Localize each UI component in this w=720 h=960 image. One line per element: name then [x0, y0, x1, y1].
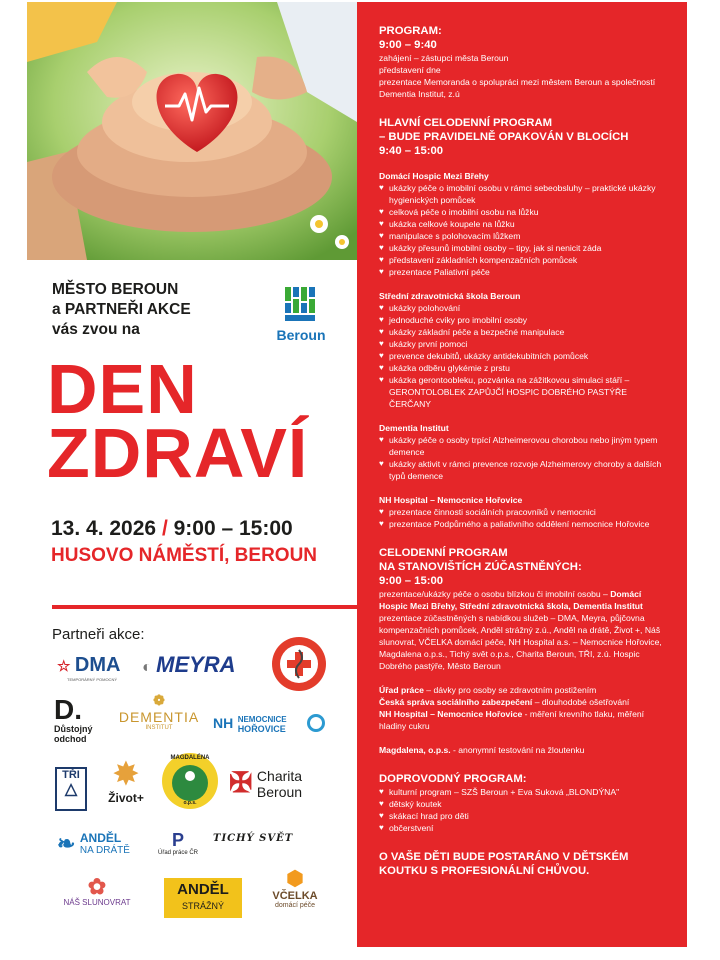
stand-time: 9:00 – 15:00 — [379, 575, 444, 587]
andel-strazny-line-2: STRÁŽNÝ — [181, 901, 224, 911]
magdalena-logo — [161, 752, 219, 810]
vcelka-bee-icon: ⬢ — [286, 868, 304, 890]
zivot-logo-text: Život+ — [108, 791, 144, 805]
event-title-line-2: ZDRAVÍ — [47, 414, 309, 492]
stand-text-b: Domácí Hospic Mezi Břehy, Střední zdravotnická škola, Dementia Institut — [379, 589, 643, 611]
charita-cross-icon: ✠ — [229, 767, 253, 798]
list-item: ♥ ukázky péče o imobilní osobu v rámci sebeobsluhy – praktické ukázky hygienických pomůcek — [379, 182, 669, 206]
nemocnice-line-2: HOŘOVICE — [237, 724, 286, 734]
tri-triangle-icon: △ — [64, 781, 78, 798]
nemocnice-line-1: NEMOCNICE — [237, 715, 287, 724]
andel-line-2: NA DRÁTĚ — [79, 845, 130, 856]
nas-slunovrat-logo — [57, 876, 137, 907]
vcelka-line-1: VČELKA — [272, 890, 318, 902]
dma-logo-subtitle: TEMPORÁRNÝ POMOCNÝ — [67, 677, 118, 682]
list-item: ♥ prezentace Paliativní péče — [379, 266, 669, 278]
program-heading: PROGRAM: — [379, 25, 442, 37]
nh-title: NH Hospital – Nemocnice Hořovice — [379, 495, 523, 505]
main-program-time: 9:40 – 15:00 — [379, 145, 444, 157]
main-program-heading-1: HLAVNÍ CELODENNÍ PROGRAM — [379, 117, 553, 129]
list-item: ♥ ukázka odběru glykémie z prstu — [379, 362, 669, 374]
szs-list — [379, 302, 669, 410]
andel-wing-icon: ❧ — [57, 831, 76, 856]
list-item: ♥ kulturní program – SZŠ Beroun + Eva Suková „BLONDÝNA" — [379, 786, 669, 798]
nemocnice-horovice-logo — [213, 715, 287, 734]
dementia-list — [379, 434, 669, 482]
urad-prace-icon: P — [171, 830, 184, 850]
list-item: ♥ ukázka celkové koupele na lůžku — [379, 218, 669, 230]
dma-logo-text: DMA — [74, 654, 121, 676]
dustojny-line-1: Důstojný — [54, 724, 93, 734]
dustojny-odchod-logo — [54, 696, 93, 744]
szs-beroun-seal — [271, 636, 327, 692]
nh2-text: - měření krevního tlaku, měření hladiny cukru — [379, 709, 645, 731]
list-item: ♥ prevence dekubitů, ukázky antidekubitních pomůcek — [379, 350, 669, 362]
meyra-logo — [142, 652, 236, 678]
urad-bold: Úřad práce — [379, 685, 424, 695]
program-line-1: zahájení – zástupci města Beroun — [379, 53, 509, 63]
charita-line-1: Charita — [256, 768, 303, 784]
zivot-sun-icon: ✸ — [113, 758, 139, 791]
intro-line-2: a PARTNEŘI AKCE — [52, 301, 191, 318]
dementia-institut-logo — [115, 692, 203, 731]
spiral-logo-icon — [307, 714, 325, 732]
event-place: HUSOVO NÁMĚSTÍ, BEROUN — [51, 545, 318, 566]
nh-list — [379, 506, 669, 530]
intro-line-1: MĚSTO BEROUN — [52, 281, 179, 298]
cssz-bold: Česká správa sociálního zabezpečení — [379, 697, 533, 707]
list-item: ♥ ukázky přesunů imobilní osoby – tipy, jak si nenicit záda — [379, 242, 669, 254]
zivot-plus-logo — [104, 759, 148, 805]
list-item: ♥ prezentace Podpůrného a paliativního oddělení nemocnice Hořovice — [379, 518, 669, 530]
list-item: ♥ představení základních kompenzačních pomůcek — [379, 254, 669, 266]
list-item: ♥ celková péče o imobilní osobu na lůžku — [379, 206, 669, 218]
stand-heading-1: CELODENNÍ PROGRAM — [379, 547, 508, 559]
vcelka-logo — [263, 868, 327, 909]
event-title-line-1: DEN — [47, 350, 198, 428]
stand-text-a: prezentace/ukázky péče o osobu blízkou či imobilní osobu – — [379, 589, 611, 599]
list-item: ♥ ukázky polohování — [379, 302, 669, 314]
urad-prace-text: Úřad práce ČR — [157, 850, 198, 856]
list-item: ♥ ukázky první pomoci — [379, 338, 669, 350]
event-date: 13. 4. 2026 — [51, 517, 157, 540]
list-item: ♥ prezentace činnosti sociálních pracovníků v nemocnici — [379, 506, 669, 518]
szs-title: Střední zdravotnická škola Beroun — [379, 291, 521, 301]
list-item: ♥ ukázka gerontoobleku, pozvánka na zážitkovou simulaci stáří – GERONTOLOBLEK ZAPŮJČÍ HOSPIC DOBRÉHO PASTÝŘE ČERČANY — [379, 374, 669, 410]
nh2-line — [379, 708, 669, 732]
tri-logo-text: TŘI — [62, 769, 80, 781]
dementia-logo-subtitle: INSTITUT — [145, 725, 173, 731]
magdalena-line — [379, 744, 669, 756]
intro-text — [52, 280, 191, 340]
beroun-logo-icon — [285, 287, 317, 323]
dustojny-line-2: odchod — [54, 734, 87, 744]
slunovrat-flower-icon: ✿ — [87, 874, 107, 899]
nh-logo-icon: NH — [213, 715, 234, 731]
hands-heart-illustration — [27, 2, 357, 260]
stand-heading-2: NA STANOVIŠTÍCH ZÚČASTNĚNÝCH: — [379, 561, 582, 573]
program-line-3: prezentace Memoranda o spolupráci mezi městem Beroun a společností Dementia Institut, z.ú — [379, 77, 656, 99]
poster — [27, 2, 687, 947]
list-item: ♥ jednoduché cviky pro imobilní osoby — [379, 314, 669, 326]
meyra-circle-icon: ◐ — [142, 659, 152, 676]
program-line-2: představení dne — [379, 65, 441, 75]
hero-photo — [27, 2, 357, 260]
event-time: 9:00 – 15:00 — [173, 517, 293, 540]
doprovodny-list — [379, 786, 669, 834]
doprovodny-heading: DOPROVODNÝ PROGRAM: — [379, 773, 527, 785]
cssz-line — [379, 696, 669, 708]
slunovrat-logo-text: NÁŠ SLUNOVRAT — [63, 898, 131, 907]
closing-note: O VAŠE DĚTI BUDE POSTARÁNO V DĚTSKÉM KOUTKU S PROFESIONÁLNÍ CHŮVOU. — [379, 851, 629, 877]
list-item: ♥ ukázky aktivit v rámci prevence rozvoje Alzheimerovy choroby a dalších typů demence — [379, 458, 669, 482]
list-item: ♥ skákací hrad pro děti — [379, 810, 669, 822]
list-item: ♥ dětský koutek — [379, 798, 669, 810]
nh2-bold: NH Hospital – Nemocnice Hořovice — [379, 709, 523, 719]
szs-seal-icon — [271, 636, 327, 692]
charita-line-2: Beroun — [256, 784, 303, 800]
program-time-1: 9:00 – 9:40 — [379, 39, 437, 51]
stand-text-c: prezentace zúčastněných s nabídkou služeb – DMA, Meyra, půjčovna kompenzačních pomůcek, Anděl strážný z.ú., Anděl na drátě, Život +, Náš slunovrat, VČELKA domácí péče, NH Hospital a.s. – Nemocnice Hořovice, Magdalena o.p.s., Tichý svět o.p.s., Charita Beroun, TŘI, z.ú. Hospic Dobrého pastýře, Město Beroun — [379, 613, 662, 671]
urad-prace-logo — [155, 830, 201, 856]
dementia-title: Dementia Institut — [379, 423, 449, 433]
main-program-heading-2: – BUDE PRAVIDELNĚ OPAKOVÁN V BLOCÍCH — [379, 131, 629, 143]
tri-logo — [55, 767, 87, 811]
ticho-svet-logo: TICHÝ SVĚT — [213, 833, 294, 844]
hospic-list — [379, 182, 669, 278]
program-panel — [357, 2, 687, 947]
dementia-logo-text: DEMENTIA — [118, 709, 200, 725]
andel-strazny-logo — [164, 878, 242, 918]
list-item: ♥ ukázky péče o osoby trpící Alzheimerovou chorobou nebo jiným typem demence — [379, 434, 669, 458]
list-item: ♥ občerstvení — [379, 822, 669, 834]
mag-bold: Magdalena, o.p.s. — [379, 745, 451, 755]
list-item: ♥ ukázky základní péče a bezpečné manipulace — [379, 326, 669, 338]
beroun-logo-label: Beroun — [276, 327, 326, 343]
vcelka-line-2: domácí péče — [274, 902, 316, 909]
andel-line-1: ANDĚL — [79, 831, 122, 845]
magdalena-logo-text: MAGDALÉNA — [170, 755, 210, 761]
hospic-title: Domácí Hospic Mezi Břehy — [379, 171, 489, 181]
intro-line-3: vás zvou na — [52, 321, 140, 338]
list-item: ♥ manipulace s polohovacím lůžkem — [379, 230, 669, 242]
magdalena-logo-subtitle: o.p.s. — [183, 800, 197, 806]
dementia-butterfly-icon: ❁ — [153, 692, 165, 708]
dma-person-icon: ☆ — [57, 658, 71, 675]
event-title — [47, 350, 309, 492]
beroun-logo — [275, 287, 327, 349]
dustojny-d-icon: D. — [54, 694, 82, 725]
cssz-text: – dlouhodobé ošetřování — [532, 697, 630, 707]
urad-text: – dávky pro osoby se zdravotním postižením — [423, 685, 597, 695]
stand-text-1 — [379, 588, 669, 612]
mag-text: - anonymní testování na žloutenku — [450, 745, 585, 755]
date-separator: / — [161, 517, 168, 540]
event-datetime — [51, 517, 293, 541]
andel-na-drate-logo — [57, 832, 130, 856]
charita-beroun-logo — [229, 768, 302, 800]
partners-label: Partneři akce: — [52, 626, 145, 643]
urad-line — [379, 684, 669, 696]
andel-strazny-line-1: ANDĚL — [177, 881, 229, 898]
dma-logo — [57, 654, 120, 682]
red-divider — [52, 605, 357, 609]
meyra-logo-text: MEYRA — [156, 652, 236, 677]
